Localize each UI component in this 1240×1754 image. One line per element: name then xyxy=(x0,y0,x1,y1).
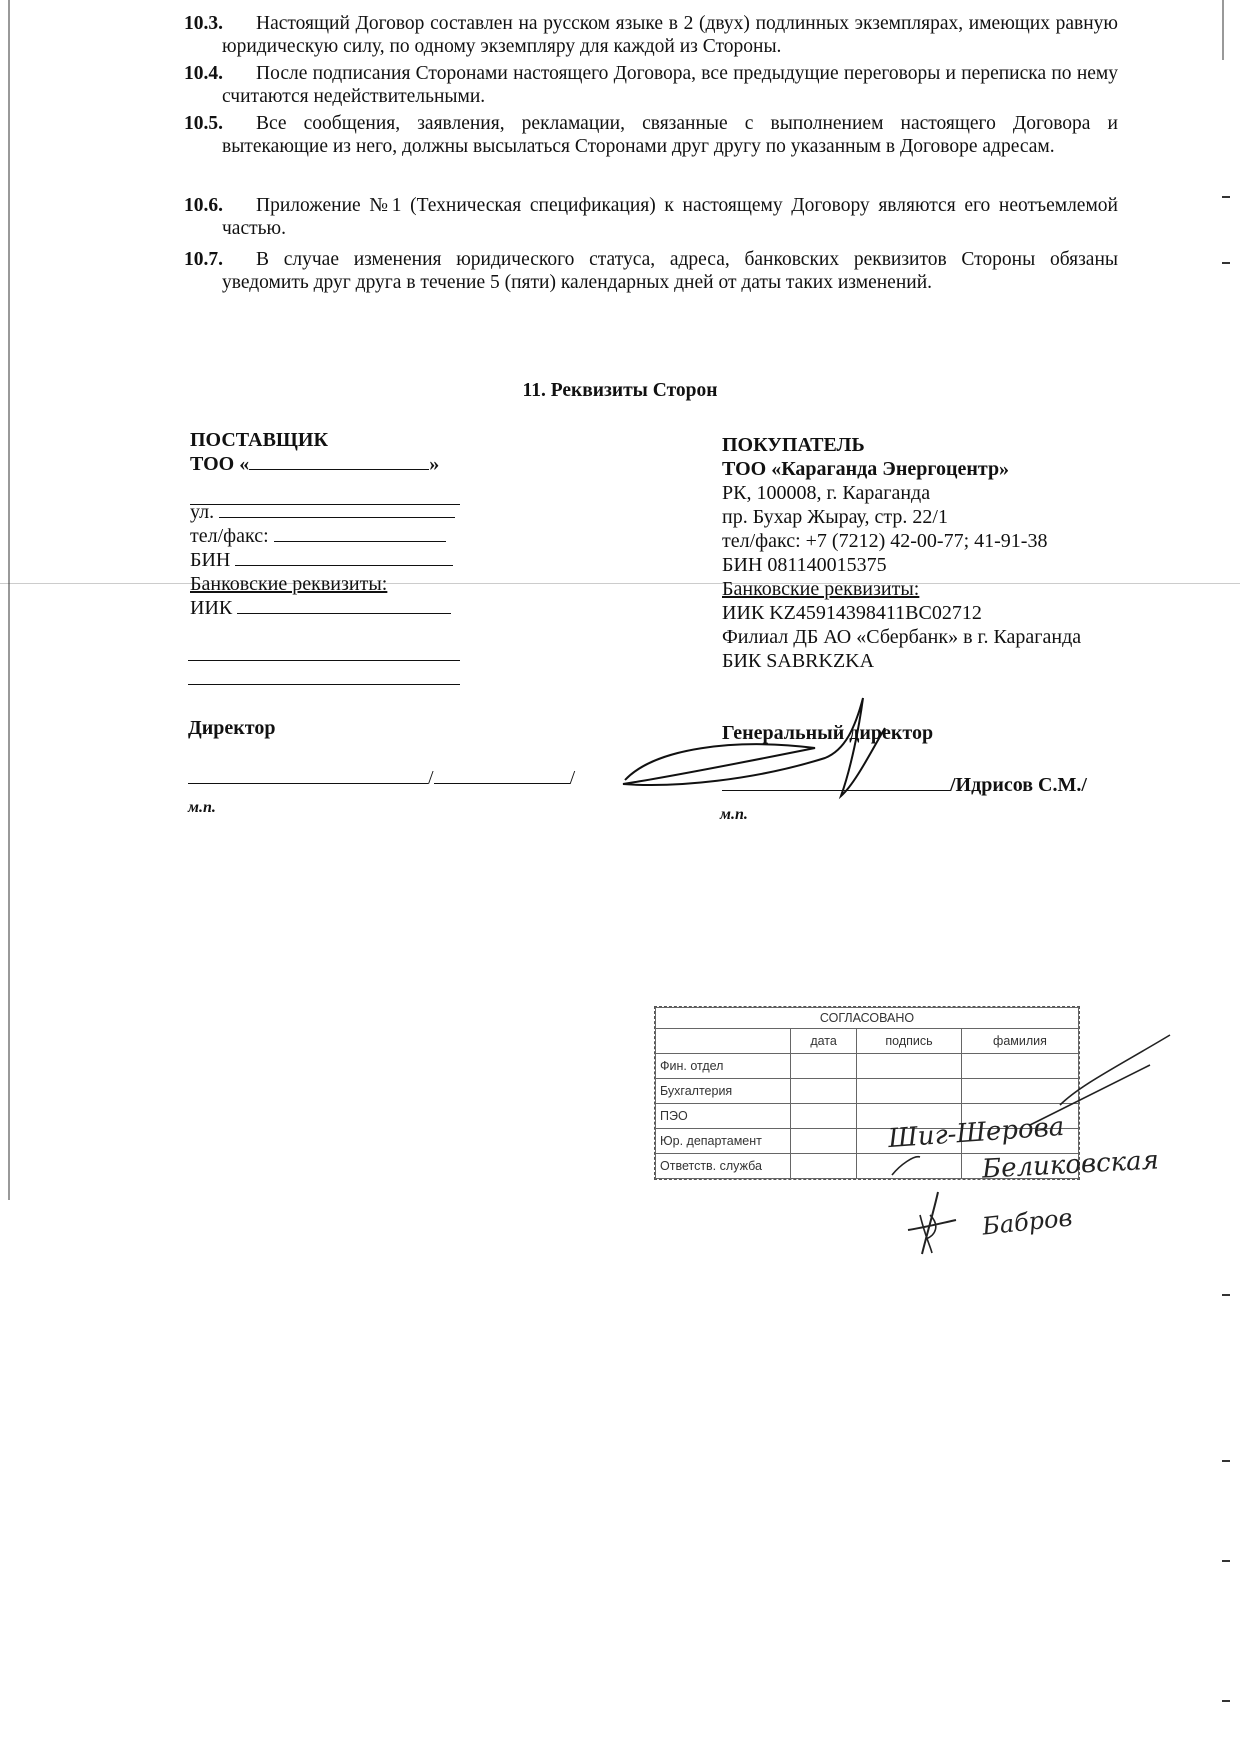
approval-row-label: ПЭО xyxy=(656,1104,791,1129)
supplier-signature-row xyxy=(188,766,575,790)
supplier-bin xyxy=(190,548,480,572)
clause-10-7 xyxy=(184,248,1118,294)
clause-number: 10.3. xyxy=(184,13,223,34)
scan-tick-1 xyxy=(1222,196,1230,198)
buyer-phone: тел/факс: +7 (7212) 42-00-77; 41-91-38 xyxy=(722,530,1048,552)
handwritten-mark xyxy=(898,1190,968,1260)
approval-row-label: Ответств. служба xyxy=(656,1154,791,1179)
buyer-org: ТОО «Караганда Энергоцентр» xyxy=(722,458,1010,480)
buyer-bank-label: Банковские реквизиты: xyxy=(722,578,920,600)
supplier-phone-blank[interactable] xyxy=(274,525,446,542)
clause-10-3 xyxy=(184,12,1118,58)
supplier-bank-line-1[interactable] xyxy=(188,660,460,661)
scan-tick-3 xyxy=(1222,1294,1230,1296)
scan-edge-left xyxy=(8,0,10,1200)
supplier-bank-label: Банковские реквизиты: xyxy=(190,573,388,595)
handwritten-approval-2: Беликовская xyxy=(981,1145,1160,1185)
approval-col-signature: подпись xyxy=(857,1029,962,1054)
clause-10-6 xyxy=(184,194,1118,240)
clause-text: Приложение №1 (Техническая спецификация) к настоящему Договору являются его неотъемлемой частью. xyxy=(222,195,1118,239)
approval-title: СОГЛАСОВАНО xyxy=(656,1008,1079,1029)
buyer-address-2: пр. Бухар Жырау, стр. 22/1 xyxy=(722,506,948,528)
clause-text: В случае изменения юридического статуса, адреса, банковских реквизитов Стороны обязаны уведомить друг друга в течение 5 (пяти) календарных дней от даты таких изменений. xyxy=(222,249,1118,293)
supplier-iik-blank[interactable] xyxy=(237,597,451,614)
supplier-block xyxy=(188,428,576,816)
clause-number: 10.7. xyxy=(184,249,223,270)
buyer-block xyxy=(720,433,1142,823)
clause-10-5 xyxy=(184,112,1118,158)
supplier-street-label: ул. xyxy=(190,501,215,523)
scan-tick-2 xyxy=(1222,262,1230,264)
clause-text: После подписания Сторонами настоящего Договора, все предыдущие переговоры и переписка по нему считаются недействительными. xyxy=(222,63,1118,107)
supplier-name-blank[interactable] xyxy=(434,767,570,784)
clause-text: Настоящий Договор составлен на русском языке в 2 (двух) подлинных экземплярах, имеющих равную юридическую силу, по одному экземпляру для каждой из Стороны. xyxy=(222,13,1118,57)
scan-edge-right xyxy=(1222,0,1224,60)
clause-text: Все сообщения, заявления, рекламации, связанные с выполнением настоящего Договора и вытекающие из него, должны высылаться Сторонами друг другу по указанным в Договоре адресам. xyxy=(222,113,1118,157)
buyer-director-label: Генеральный директор xyxy=(722,722,934,744)
supplier-phone xyxy=(190,524,480,548)
scan-tick-6 xyxy=(1222,1700,1230,1702)
clause-10-4 xyxy=(184,62,1118,108)
supplier-director-label: Директор xyxy=(188,717,276,739)
supplier-blank-line[interactable] xyxy=(190,504,460,505)
supplier-bank-line-2[interactable] xyxy=(188,684,460,685)
approval-col-surname: фамилия xyxy=(961,1029,1078,1054)
buyer-bin: БИН 081140015375 xyxy=(722,554,887,576)
clause-number: 10.4. xyxy=(184,63,223,84)
supplier-org-blank[interactable] xyxy=(249,453,429,470)
supplier-iik-label: ИИК xyxy=(190,597,233,619)
supplier-org-suffix: » xyxy=(429,453,440,475)
approval-row-label: Бухгалтерия xyxy=(656,1079,791,1104)
scan-tick-4 xyxy=(1222,1460,1230,1462)
supplier-iik xyxy=(190,596,480,620)
director-signature xyxy=(615,688,955,808)
supplier-phone-label: тел/факс: xyxy=(190,525,269,547)
buyer-bik: БИК SABRKZKA xyxy=(722,650,875,672)
supplier-org-prefix: ТОО « xyxy=(190,453,250,475)
supplier-slash: / xyxy=(428,767,434,789)
buyer-bank: Филиал ДБ АО «Сбербанк» в г. Караганда xyxy=(722,626,1082,648)
supplier-bin-label: БИН xyxy=(190,549,231,571)
section-title: 11. Реквизиты Сторон xyxy=(522,380,718,401)
supplier-heading: ПОСТАВЩИК xyxy=(190,429,328,451)
supplier-bin-blank[interactable] xyxy=(235,549,453,566)
handwritten-approval-1: Шиг-Шерова xyxy=(887,1111,1066,1155)
clause-number: 10.5. xyxy=(184,113,223,134)
buyer-iik: ИИК KZ45914398411BC02712 xyxy=(722,602,982,624)
scan-tick-5 xyxy=(1222,1560,1230,1562)
supplier-stamp-place: м.п. xyxy=(188,799,216,816)
supplier-slash: / xyxy=(569,767,576,789)
buyer-signatory: /Идрисов С.М./ xyxy=(950,774,1087,796)
supplier-signature-blank[interactable] xyxy=(188,767,428,784)
approval-col-date: дата xyxy=(791,1029,857,1054)
buyer-address-1: РК, 100008, г. Караганда xyxy=(722,482,931,504)
clause-number: 10.6. xyxy=(184,195,223,216)
buyer-heading: ПОКУПАТЕЛЬ xyxy=(722,434,865,456)
approval-corner xyxy=(656,1029,791,1054)
approval-row-label: Фин. отдел xyxy=(656,1054,791,1079)
buyer-stamp-place: м.п. xyxy=(720,806,748,823)
supplier-org xyxy=(190,452,480,476)
handwritten-approval-3: Бабров xyxy=(980,1203,1074,1241)
approval-row-label: Юр. департамент xyxy=(656,1129,791,1154)
